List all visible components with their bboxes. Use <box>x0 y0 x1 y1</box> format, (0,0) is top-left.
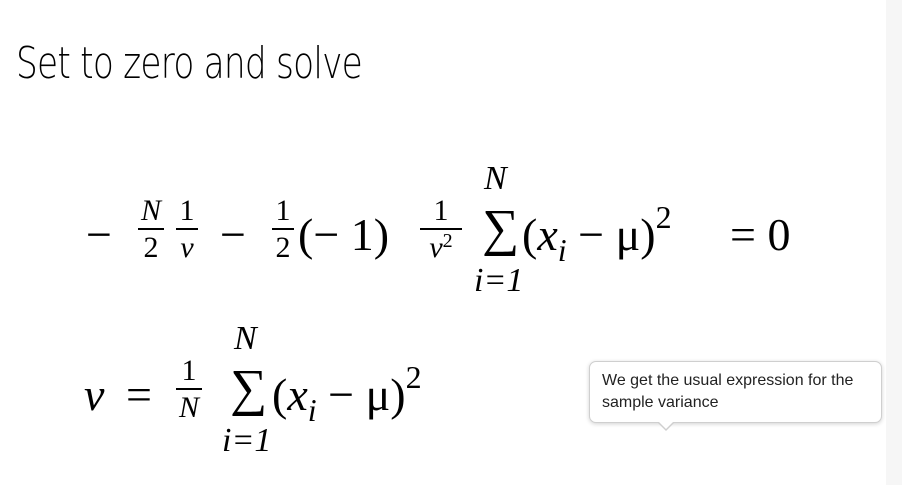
eq1-equals-zero: = 0 <box>730 209 791 260</box>
eq1-fraction-1-over-v-squared: 1 $v^2$ <box>420 196 462 263</box>
eq2-lhs-v: v <box>84 369 105 420</box>
comment-callout-tail-fill <box>658 421 674 429</box>
eq1-minus-2: − <box>220 209 246 260</box>
eq1-minus: − <box>86 209 112 260</box>
comment-text: We get the usual expression for the sample variance <box>602 372 854 411</box>
eq1-sum-symbol: ∑ <box>482 200 520 257</box>
comment-callout[interactable] <box>589 361 882 423</box>
eq1-negative-one: (− 1) <box>298 209 390 260</box>
slide-right-edge <box>886 0 902 485</box>
eq2-sum-symbol: ∑ <box>230 360 268 417</box>
eq1-fraction-1-over-2: 1 2 <box>272 196 294 263</box>
eq1-fraction-1-over-v: 1 v <box>176 196 198 263</box>
slide-title: Set to zero and solve <box>16 38 362 89</box>
eq1-sum-upper-limit: N <box>484 160 507 197</box>
eq2-summand: $(x_i - \mu)^2$ <box>272 359 422 428</box>
eq1-sum-lower-limit: i=1 <box>474 262 524 299</box>
eq2-sum-lower-limit: i=1 <box>222 422 272 459</box>
eq1-summand: $(x_i - \mu)^2$ <box>522 199 672 268</box>
eq2-fraction-1-over-n: 1 N <box>176 356 202 423</box>
eq2-equals: = <box>126 369 152 420</box>
eq1-fraction-n-over-2: N 2 <box>138 196 164 263</box>
eq2-sum-upper-limit: N <box>234 320 257 357</box>
